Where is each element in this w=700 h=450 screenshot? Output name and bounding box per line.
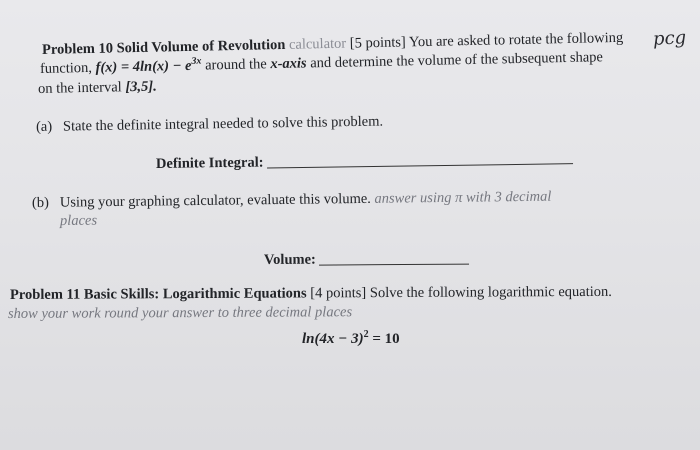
problem10-intro: You are asked to rotate the following <box>408 29 624 51</box>
part-a-text: State the definite integral needed to solve this problem. <box>62 113 384 135</box>
part-b-label: (b) <box>31 194 50 211</box>
part-b-note: answer using π with 3 decimal <box>374 188 552 207</box>
problem11-instruction-line <box>8 303 352 323</box>
volume-answer-blank[interactable] <box>319 250 469 266</box>
problem10-points: [5 points] <box>349 34 406 52</box>
problem10-interval-line: on the interval [3,5]. <box>37 78 157 97</box>
problem11-points: [4 points] <box>310 285 367 302</box>
problem10-number: Problem 10 <box>41 40 114 58</box>
problem11-number: Problem 11 <box>9 286 81 303</box>
part-a <box>36 113 383 136</box>
part-b <box>32 188 552 212</box>
problem11-header <box>10 283 612 304</box>
part-b-text: Using your graphing calculator, evaluate this volume. <box>59 190 371 211</box>
problem10-tool: calculator <box>288 35 347 53</box>
axis-label: x-axis <box>270 55 307 73</box>
definite-integral-label: Definite Integral: <box>155 154 264 172</box>
problem10-text: function, <box>39 59 96 77</box>
problem11-title: Basic Skills: Logarithmic Equations <box>83 285 307 303</box>
handwritten-initials: pcg <box>652 27 687 50</box>
interval-value: [3,5]. <box>125 78 157 96</box>
definite-integral-row <box>156 149 573 173</box>
problem11-instruction: show your work round your answer to three decimal places <box>7 304 353 322</box>
part-a-label: (a) <box>35 118 53 135</box>
function-expression: $f(x) = 4\ln(x) - e^{3x}$ <box>95 55 202 76</box>
problem11-intro: Solve the following logarithmic equation. <box>369 283 612 302</box>
definite-integral-answer-blank[interactable] <box>267 149 573 168</box>
log-equation: $\ln(4x - 3)^2 = 10$ <box>302 329 400 347</box>
part-b-continued: places <box>59 212 98 229</box>
problem10-function-line: function, $f(x) = 4\ln(x) - e^{3x}$ around the x-axis and determine the volume of the subsequent shape <box>39 49 604 77</box>
problem10-title: Solid Volume of Revolution <box>116 36 286 57</box>
volume-row <box>264 250 470 269</box>
volume-label: Volume: <box>263 251 316 268</box>
